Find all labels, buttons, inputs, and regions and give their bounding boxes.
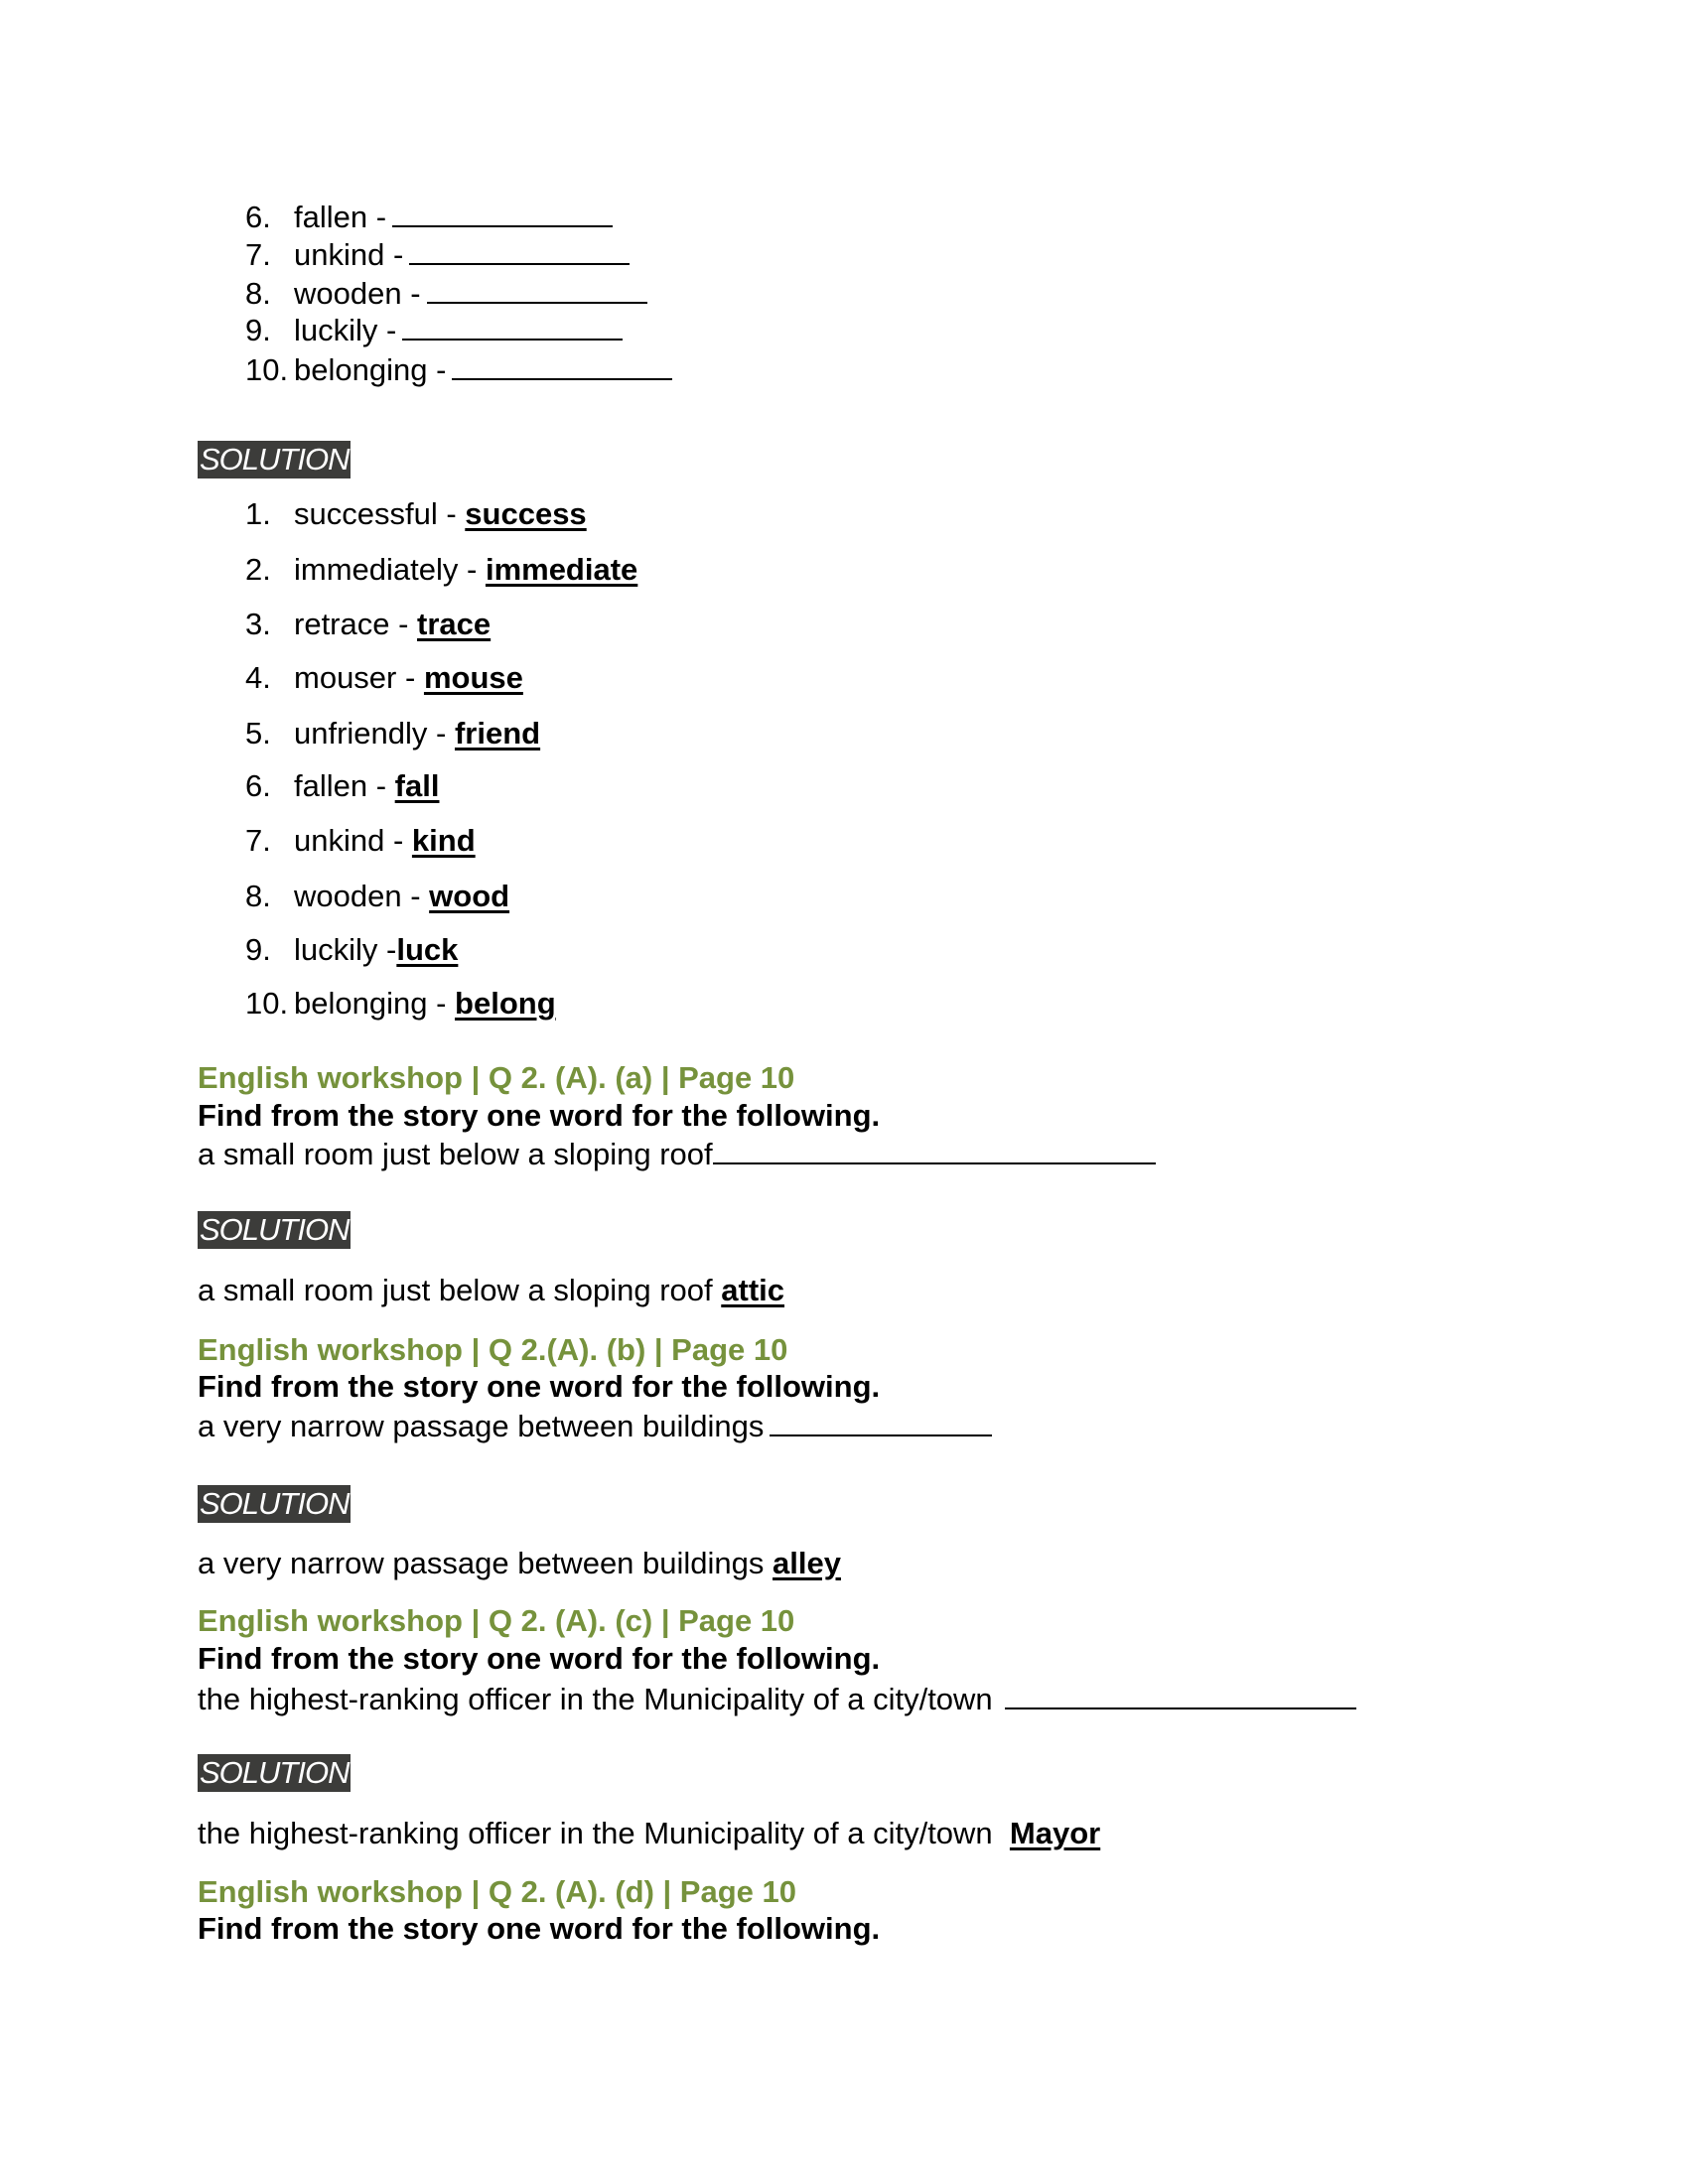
question-heading: English workshop | Q 2.(A). (b) | Page 10 xyxy=(198,1332,788,1367)
solution-item xyxy=(245,605,491,644)
answer-word: alley xyxy=(773,1546,841,1580)
item-word: fallen - xyxy=(294,768,387,803)
answer-blank xyxy=(713,1133,1156,1164)
answer-word: Mayor xyxy=(1009,1816,1101,1850)
item-number: 6. xyxy=(245,768,271,803)
item-answer: wood xyxy=(429,879,510,913)
item-answer: kind xyxy=(411,823,476,858)
prompt-text: a very narrow passage between buildings xyxy=(198,1409,765,1443)
item-number: 8. xyxy=(245,879,271,913)
item-number: 1. xyxy=(245,496,271,531)
solution-answer-line xyxy=(198,1271,784,1310)
item-answer: success xyxy=(465,496,587,531)
prompt-text: the highest-ranking officer in the Municipality of a city/town xyxy=(198,1682,993,1716)
question-instruction: Find from the story one word for the following. xyxy=(198,1098,881,1133)
exercise-item xyxy=(245,309,623,350)
item-number: 4. xyxy=(245,660,271,695)
item-word: unkind - xyxy=(294,237,404,272)
solution-item xyxy=(245,766,439,806)
item-answer: luck xyxy=(396,932,459,967)
answer-blank xyxy=(409,233,630,265)
solution-answer-line xyxy=(198,1814,1100,1853)
item-answer: belong xyxy=(455,986,556,1021)
exercise-item xyxy=(245,196,613,237)
item-word: belonging - xyxy=(294,986,447,1021)
item-number: 10. xyxy=(245,352,289,387)
solution-item xyxy=(245,494,587,534)
exercise-item xyxy=(245,348,672,390)
solution-label: SOLUTION xyxy=(200,1486,350,1521)
item-number: 6. xyxy=(245,200,271,234)
item-number: 9. xyxy=(245,932,271,967)
solution-label: SOLUTION xyxy=(200,1212,350,1247)
item-number: 7. xyxy=(245,237,271,272)
item-answer: fall xyxy=(394,768,440,803)
item-word: unkind - xyxy=(294,823,404,858)
item-number: 10. xyxy=(245,986,289,1021)
solution-label: SOLUTION xyxy=(200,442,350,477)
question-prompt xyxy=(198,1405,992,1446)
item-word: retrace - xyxy=(294,607,409,641)
solution-item xyxy=(245,821,476,861)
answer-blank xyxy=(1005,1678,1356,1709)
answer-blank xyxy=(427,272,647,304)
answer-blank xyxy=(770,1405,992,1436)
solution-item xyxy=(245,714,540,753)
solution-item xyxy=(245,930,458,970)
item-answer: friend xyxy=(454,716,541,751)
prompt-text: a small room just below a sloping roof xyxy=(198,1137,713,1171)
question-prompt xyxy=(198,1678,1356,1719)
item-word: immediately - xyxy=(294,552,478,587)
item-word: wooden - xyxy=(294,879,421,913)
item-word: unfriendly - xyxy=(294,716,447,751)
item-word: luckily - xyxy=(294,932,397,967)
item-word: luckily - xyxy=(294,313,397,347)
item-number: 2. xyxy=(245,552,271,587)
solution-item xyxy=(245,984,556,1024)
item-word: mouser - xyxy=(294,660,416,695)
question-heading: English workshop | Q 2. (A). (d) | Page 10 xyxy=(198,1874,796,1909)
item-number: 8. xyxy=(245,276,271,311)
item-number: 3. xyxy=(245,607,271,641)
solution-item xyxy=(245,877,509,916)
answer-blank xyxy=(452,348,672,380)
solution-answer-line xyxy=(198,1544,841,1583)
prompt-text: a very narrow passage between buildings xyxy=(198,1546,765,1580)
item-number: 5. xyxy=(245,716,271,751)
question-instruction: Find from the story one word for the following. xyxy=(198,1641,881,1676)
question-prompt xyxy=(198,1133,1156,1174)
item-word: wooden - xyxy=(294,276,421,311)
question-heading: English workshop | Q 2. (A). (a) | Page 10 xyxy=(198,1060,795,1095)
item-word: fallen - xyxy=(294,200,387,234)
exercise-item xyxy=(245,272,647,314)
answer-word: attic xyxy=(721,1273,785,1307)
item-answer: mouse xyxy=(423,660,523,695)
item-word: belonging - xyxy=(294,352,447,387)
item-answer: immediate xyxy=(485,552,638,587)
question-heading: English workshop | Q 2. (A). (c) | Page 10 xyxy=(198,1603,795,1638)
solution-label: SOLUTION xyxy=(200,1755,350,1790)
question-instruction: Find from the story one word for the following. xyxy=(198,1369,881,1404)
question-instruction: Find from the story one word for the following. xyxy=(198,1911,881,1946)
item-number: 7. xyxy=(245,823,271,858)
solution-item xyxy=(245,658,523,698)
item-number: 9. xyxy=(245,313,271,347)
answer-blank xyxy=(392,196,613,227)
prompt-text: a small room just below a sloping roof xyxy=(198,1273,713,1307)
answer-blank xyxy=(402,309,623,341)
prompt-text: the highest-ranking officer in the Municipality of a city/town xyxy=(198,1816,993,1850)
item-answer: trace xyxy=(417,607,492,641)
exercise-item xyxy=(245,233,630,275)
solution-item xyxy=(245,550,637,590)
item-word: successful - xyxy=(294,496,457,531)
